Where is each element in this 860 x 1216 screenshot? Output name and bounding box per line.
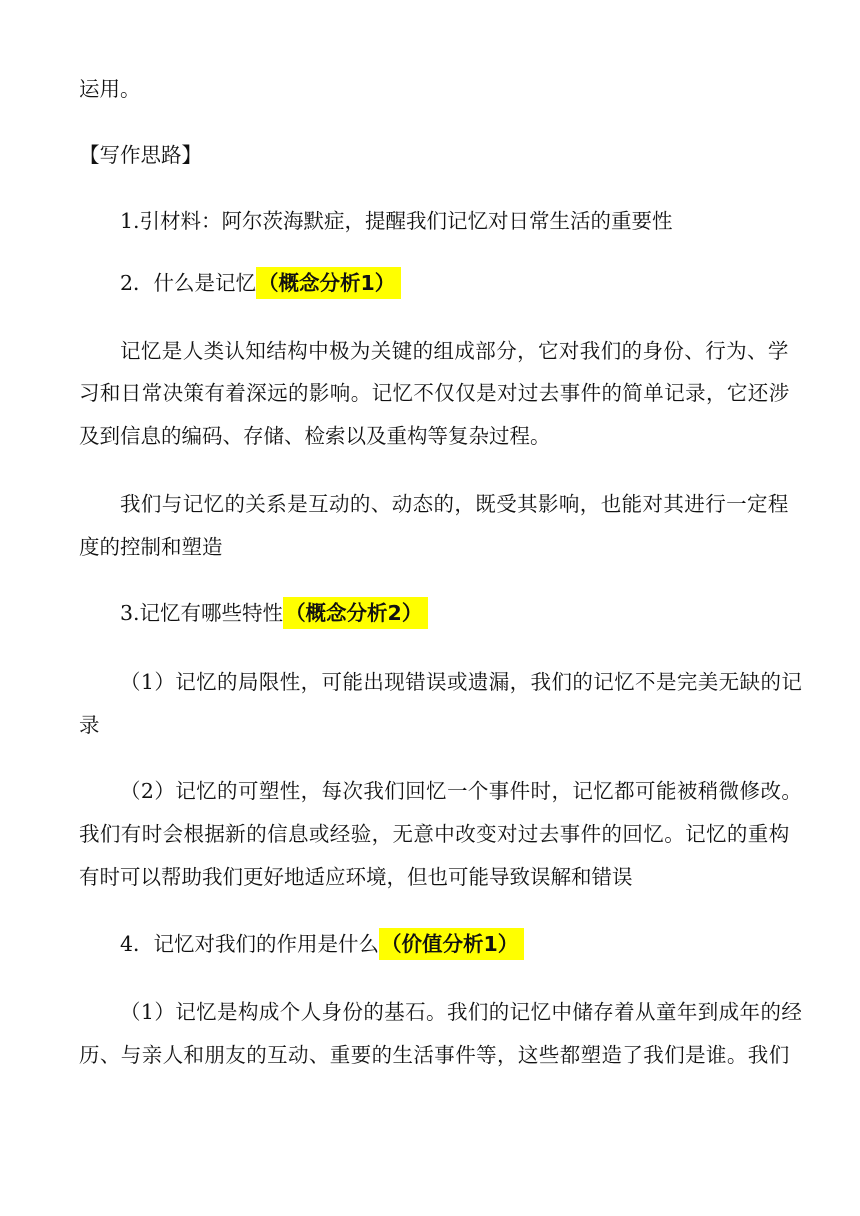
paragraph-line: 及到信息的编码、存储、检索以及重构等复杂过程。 [79,424,551,448]
paragraph-line: （2）记忆的可塑性，每次我们回忆一个事件时，记忆都可能被稍微修改。 [120,779,803,803]
outline-item-2 [0,268,860,298]
paragraph-line: 有时可以帮助我们更好地适应环境，但也可能导致误解和错误 [79,865,633,889]
paragraph-line: （1）记忆是构成个人身份的基石。我们的记忆中储存着从童年到成年的经 [120,1000,803,1024]
outline-item-2-text: 2．什么是记忆 [120,271,257,295]
outline-item-3-text: 3.记忆有哪些特性 [120,601,284,625]
paragraph-line: 历、与亲人和朋友的互动、重要的生活事件等，这些都塑造了我们是谁。我们 [79,1043,790,1067]
paragraph-line: 我们与记忆的关系是互动的、动态的，既受其影响，也能对其进行一定程 [120,492,789,516]
paragraph-line: 度的控制和塑造 [79,535,223,559]
highlight-tag-concept-1: （概念分析1） [256,267,401,299]
paragraph-line: 我们有时会根据新的信息或经验，无意中改变对过去事件的回忆。记忆的重构 [79,822,790,846]
outline-item-4-text: 4．记忆对我们的作用是什么 [120,932,380,956]
outline-item-4 [0,929,860,959]
paragraph-line: 录 [79,713,100,737]
highlight-tag-value-1: （价值分析1） [379,928,524,960]
section-heading: 【写作思路】 [79,143,202,167]
outline-item-1: 1.引材料：阿尔茨海默症，提醒我们记忆对日常生活的重要性 [120,209,673,233]
paragraph-line: （1）记忆的局限性，可能出现错误或遗漏，我们的记忆不是完美无缺的记 [120,670,803,694]
outline-item-3 [0,598,860,628]
highlight-tag-concept-2: （概念分析2） [283,597,428,629]
paragraph-line: 运用。 [79,77,141,101]
paragraph-line: 习和日常决策有着深远的影响。记忆不仅仅是对过去事件的简单记录，它还涉 [79,381,790,405]
paragraph-line: 记忆是人类认知结构中极为关键的组成部分，它对我们的身份、行为、学 [120,339,789,363]
